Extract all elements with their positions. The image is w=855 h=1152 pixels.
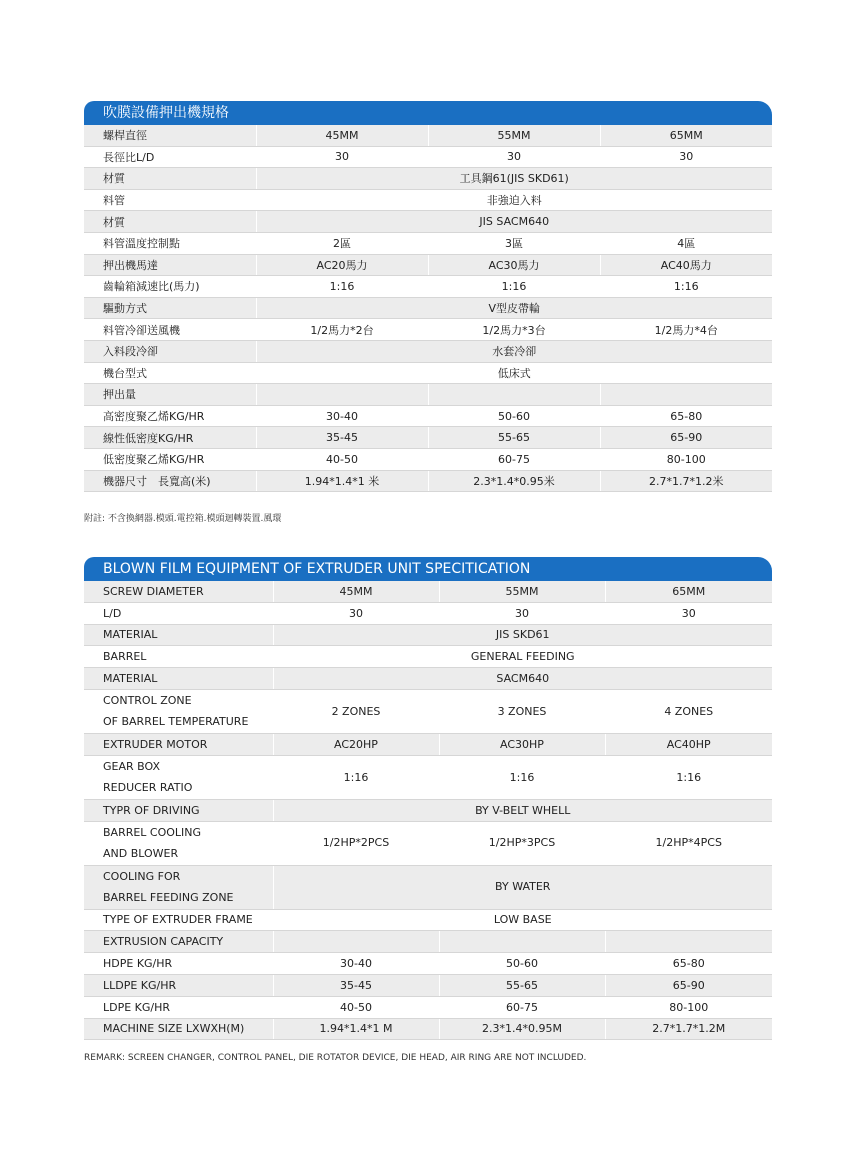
zh-spec-row <box>84 125 772 146</box>
spec-value: 30 <box>605 602 772 624</box>
spec-label: 入料段冷卻 <box>84 340 256 362</box>
spec-value: 1:16 <box>600 276 772 298</box>
en-spec-row <box>84 909 772 931</box>
spec-label: 料管溫度控制點 <box>84 232 256 254</box>
spec-value-merged: 非強迫入料 <box>256 189 772 211</box>
en-spec-row <box>84 821 772 865</box>
spec-label: 齒輪箱減速比(馬力) <box>84 276 256 298</box>
spec-value: 60-75 <box>439 996 605 1018</box>
spec-label-line: EXTRUSION CAPACITY <box>103 935 224 949</box>
spec-value: 2.7*1.7*1.2M <box>605 1018 772 1040</box>
spec-value: 30 <box>439 602 605 624</box>
spec-label <box>84 689 273 733</box>
spec-label: 機器尺寸 長寬高(米) <box>84 470 256 492</box>
spec-label: 材質 <box>84 168 256 190</box>
spec-value: 4區 <box>600 232 772 254</box>
spec-value: 65-90 <box>600 427 772 449</box>
spec-value: 40-50 <box>273 996 439 1018</box>
spec-value: 55MM <box>439 581 605 602</box>
en-spec-section <box>84 557 772 1040</box>
zh-spec-row <box>84 405 772 427</box>
zh-spec-row <box>84 297 772 319</box>
spec-value: 65-90 <box>605 974 772 996</box>
spec-value: 1:16 <box>439 755 605 799</box>
spec-label: 螺桿直徑 <box>84 125 256 146</box>
en-spec-table <box>84 581 772 1040</box>
spec-value: 65-80 <box>605 953 772 975</box>
spec-label-line: MATERIAL <box>103 672 158 686</box>
zh-spec-row <box>84 448 772 470</box>
spec-value <box>256 384 428 406</box>
spec-label: 機台型式 <box>84 362 256 384</box>
spec-label <box>84 624 273 646</box>
zh-remark: 附註: 不含換網器.模頭.電控箱.模頭迴轉裝置.風環 <box>84 514 282 524</box>
spec-value: 3區 <box>428 232 600 254</box>
spec-value: 45MM <box>273 581 439 602</box>
spec-label <box>84 953 273 975</box>
spec-value: 35-45 <box>273 974 439 996</box>
zh-spec-row <box>84 232 772 254</box>
spec-value: 45MM <box>256 125 428 146</box>
spec-value: 2 ZONES <box>273 689 439 733</box>
spec-value: 35-45 <box>256 427 428 449</box>
en-remark: REMARK: SCREEN CHANGER, CONTROL PANEL, DIE ROTATOR DEVICE, DIE HEAD, AIR RING ARE NOT INCLUDED. <box>84 1053 587 1063</box>
spec-value: 4 ZONES <box>605 689 772 733</box>
spec-value: 3 ZONES <box>439 689 605 733</box>
en-spec-row <box>84 931 772 953</box>
zh-spec-table <box>84 125 772 492</box>
spec-value-merged: BY V-BELT WHELL <box>273 799 772 821</box>
spec-label: 高密度聚乙烯KG/HR <box>84 405 256 427</box>
spec-label-line: EXTRUDER MOTOR <box>103 737 208 751</box>
spec-value: 50-60 <box>428 405 600 427</box>
en-spec-row <box>84 755 772 799</box>
spec-value-merged: SACM640 <box>273 668 772 690</box>
spec-label <box>84 865 273 909</box>
zh-spec-row <box>84 146 772 168</box>
spec-value: 1.94*1.4*1 M <box>273 1018 439 1040</box>
spec-value: 65MM <box>600 125 772 146</box>
spec-label: 料管冷卻送風機 <box>84 319 256 341</box>
zh-spec-row <box>84 470 772 492</box>
spec-label <box>84 733 273 755</box>
spec-value: 30 <box>600 146 772 168</box>
spec-value <box>600 384 772 406</box>
zh-spec-row <box>84 340 772 362</box>
spec-value: 55MM <box>428 125 600 146</box>
spec-value <box>439 931 605 953</box>
spec-value: 30 <box>273 602 439 624</box>
spec-value: 2區 <box>256 232 428 254</box>
spec-value: 65MM <box>605 581 772 602</box>
spec-value: 30-40 <box>273 953 439 975</box>
spec-value: 30 <box>428 146 600 168</box>
spec-value-merged: LOW BASE <box>273 909 772 931</box>
spec-label-line: GEAR BOX <box>103 759 160 773</box>
spec-value: AC40馬力 <box>600 254 772 276</box>
spec-value: 40-50 <box>256 448 428 470</box>
spec-label: 押出機馬達 <box>84 254 256 276</box>
spec-value: 2.7*1.7*1.2米 <box>600 470 772 492</box>
spec-value: AC20馬力 <box>256 254 428 276</box>
zh-spec-row <box>84 254 772 276</box>
spec-label <box>84 821 273 865</box>
spec-value: 1:16 <box>273 755 439 799</box>
spec-value: 55-65 <box>439 974 605 996</box>
en-spec-row <box>84 953 772 975</box>
spec-value: 2.3*1.4*0.95M <box>439 1018 605 1040</box>
spec-value <box>428 384 600 406</box>
spec-value-merged: 低床式 <box>256 362 772 384</box>
spec-label <box>84 581 273 602</box>
spec-value: 1/2馬力*3台 <box>428 319 600 341</box>
spec-label <box>84 931 273 953</box>
spec-label <box>84 1018 273 1040</box>
en-spec-row <box>84 602 772 624</box>
en-spec-row <box>84 799 772 821</box>
spec-label-line: COOLING FOR <box>103 869 181 883</box>
spec-label <box>84 799 273 821</box>
spec-label-line: BARREL <box>103 650 147 664</box>
spec-value-merged: V型皮帶輪 <box>256 297 772 319</box>
spec-label-line: REDUCER RATIO <box>103 781 193 795</box>
spec-value: AC30HP <box>439 733 605 755</box>
en-spec-row <box>84 581 772 602</box>
spec-value: 55-65 <box>428 427 600 449</box>
spec-label-line: MACHINE SIZE LXWXH(M) <box>103 1022 245 1036</box>
zh-spec-row <box>84 211 772 233</box>
zh-spec-row <box>84 189 772 211</box>
zh-spec-row <box>84 384 772 406</box>
spec-value: 65-80 <box>600 405 772 427</box>
spec-label-line: OF BARREL TEMPERATURE <box>103 715 249 729</box>
spec-label-line: L/D <box>103 606 122 620</box>
spec-value: 1/2HP*4PCS <box>605 821 772 865</box>
zh-spec-row <box>84 362 772 384</box>
spec-value: AC40HP <box>605 733 772 755</box>
spec-value: 50-60 <box>439 953 605 975</box>
spec-label-line: HDPE KG/HR <box>103 957 173 971</box>
spec-label-line: AND BLOWER <box>103 847 179 861</box>
en-spec-row <box>84 974 772 996</box>
spec-value: 80-100 <box>605 996 772 1018</box>
spec-label <box>84 646 273 668</box>
spec-label-line: LLDPE KG/HR <box>103 978 177 992</box>
spec-value: AC30馬力 <box>428 254 600 276</box>
spec-label-line: LDPE KG/HR <box>103 1000 171 1014</box>
en-spec-row <box>84 1018 772 1040</box>
zh-spec-section <box>84 101 772 492</box>
spec-value-merged: GENERAL FEEDING <box>273 646 772 668</box>
spec-value <box>273 931 439 953</box>
spec-label-line: BARREL COOLING <box>103 825 202 839</box>
spec-label <box>84 755 273 799</box>
spec-label: 料管 <box>84 189 256 211</box>
spec-label <box>84 602 273 624</box>
spec-label-line: TYPR OF DRIVING <box>103 803 200 817</box>
spec-label-line: TYPE OF EXTRUDER FRAME <box>103 913 253 927</box>
en-spec-row <box>84 624 772 646</box>
spec-value: 1/2馬力*4台 <box>600 319 772 341</box>
spec-value: 1.94*1.4*1 米 <box>256 470 428 492</box>
zh-spec-row <box>84 319 772 341</box>
spec-value-merged: 工具鋼61(JIS SKD61) <box>256 168 772 190</box>
spec-value: 80-100 <box>600 448 772 470</box>
en-spec-title: BLOWN FILM EQUIPMENT OF EXTRUDER UNIT SPECITICATION <box>84 557 772 581</box>
spec-value: 1:16 <box>428 276 600 298</box>
spec-label <box>84 909 273 931</box>
spec-label <box>84 974 273 996</box>
spec-label: 線性低密度KG/HR <box>84 427 256 449</box>
en-spec-row <box>84 668 772 690</box>
spec-label <box>84 996 273 1018</box>
spec-value: 60-75 <box>428 448 600 470</box>
en-spec-row <box>84 996 772 1018</box>
zh-spec-row <box>84 427 772 449</box>
spec-value: 1/2HP*2PCS <box>273 821 439 865</box>
spec-value-merged: JIS SKD61 <box>273 624 772 646</box>
spec-value: 1:16 <box>605 755 772 799</box>
spec-value: 2.3*1.4*0.95米 <box>428 470 600 492</box>
zh-spec-row <box>84 168 772 190</box>
spec-label: 材質 <box>84 211 256 233</box>
spec-label: 押出量 <box>84 384 256 406</box>
spec-label-line: CONTROL ZONE <box>103 693 192 707</box>
spec-value-merged: JIS SACM640 <box>256 211 772 233</box>
en-spec-row <box>84 733 772 755</box>
spec-label: 長徑比L/D <box>84 146 256 168</box>
zh-spec-title: 吹膜設備押出機規格 <box>84 101 772 125</box>
en-spec-row <box>84 646 772 668</box>
spec-value: 1/2馬力*2台 <box>256 319 428 341</box>
en-spec-row <box>84 865 772 909</box>
spec-value-merged: 水套冷卻 <box>256 340 772 362</box>
spec-label <box>84 668 273 690</box>
spec-value: 1/2HP*3PCS <box>439 821 605 865</box>
spec-value: 30 <box>256 146 428 168</box>
spec-value: 1:16 <box>256 276 428 298</box>
spec-value: AC20HP <box>273 733 439 755</box>
spec-value-merged: BY WATER <box>273 865 772 909</box>
spec-label: 驅動方式 <box>84 297 256 319</box>
en-spec-row <box>84 689 772 733</box>
spec-value <box>605 931 772 953</box>
spec-label: 低密度聚乙烯KG/HR <box>84 448 256 470</box>
spec-label-line: SCREW DIAMETER <box>103 584 204 598</box>
zh-spec-row <box>84 276 772 298</box>
spec-label-line: MATERIAL <box>103 628 158 642</box>
spec-value: 30-40 <box>256 405 428 427</box>
spec-label-line: BARREL FEEDING ZONE <box>103 891 234 905</box>
